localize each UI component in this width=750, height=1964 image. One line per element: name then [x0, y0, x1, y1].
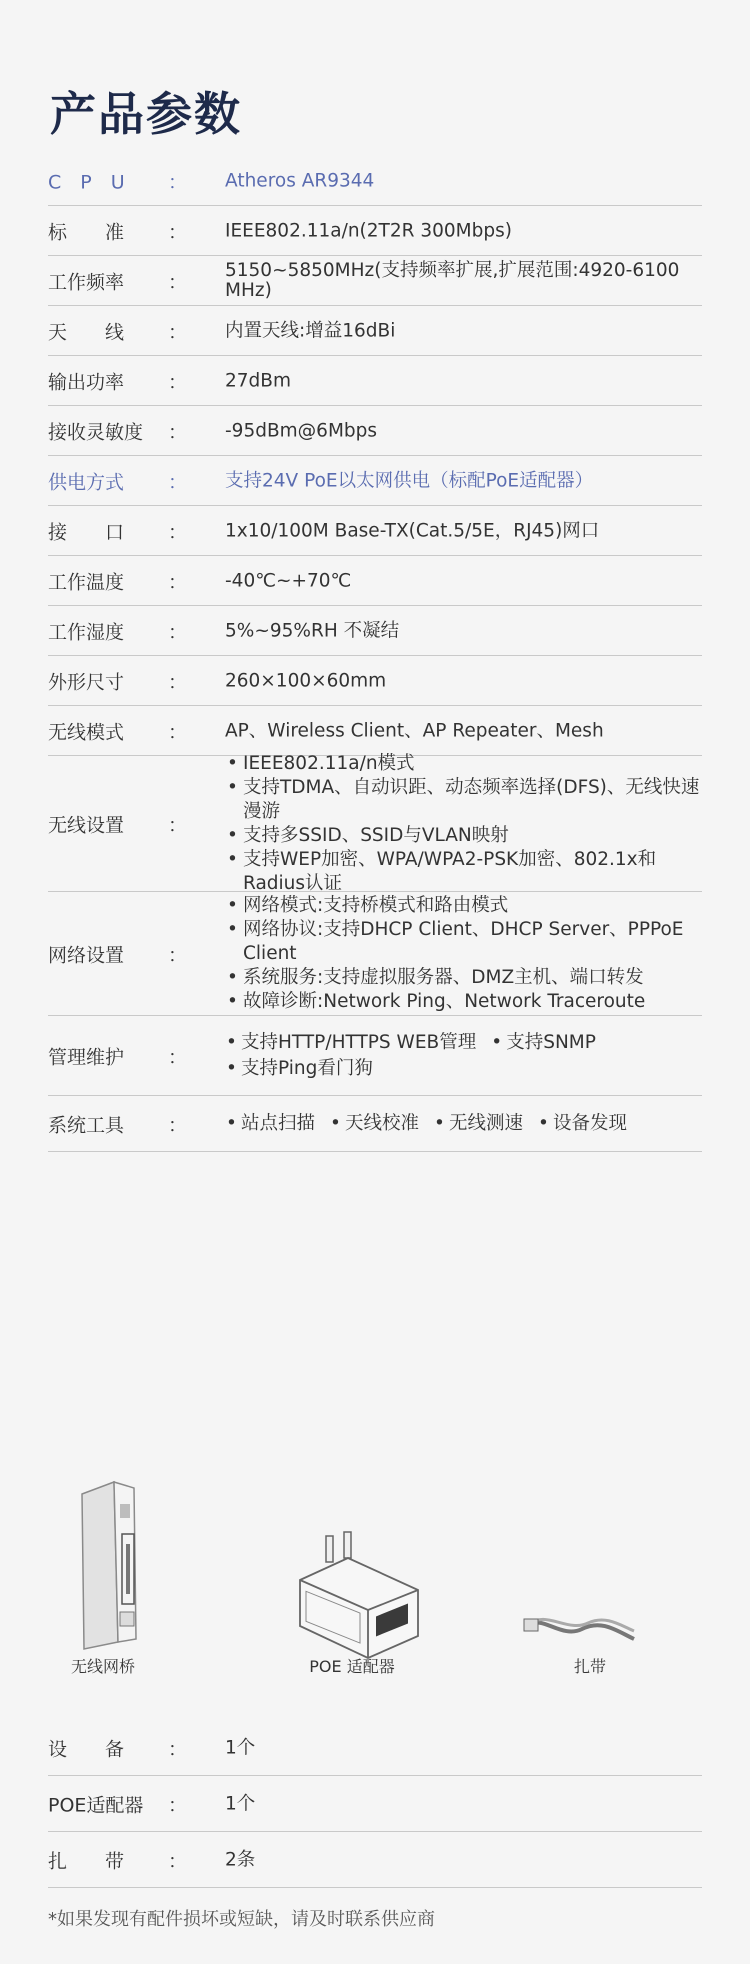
footnote: *如果发现有配件损坏或短缺，请及时联系供应商	[48, 1909, 435, 1930]
spec-label: 输出功率	[48, 371, 125, 393]
package-colon: ：	[168, 1739, 188, 1760]
spec-colon: ：	[168, 372, 188, 393]
spec-value	[225, 752, 702, 896]
product-caption: 扎带	[573, 1657, 607, 1676]
spec-value: Atheros AR9344	[225, 170, 375, 191]
list-item: • 支持TDMA、自动识距、动态频率选择(DFS)、无线快速漫游	[225, 776, 702, 824]
package-value: 1个	[225, 1793, 256, 1814]
list-item: • 支持WEP加密、WPA/WPA2-PSK加密、802.1x和Radius认证	[225, 848, 702, 896]
wireless-bridge-icon	[62, 1464, 182, 1664]
list-item: • 网络模式:支持桥模式和路由模式	[225, 894, 702, 918]
spec-colon: ：	[168, 722, 188, 743]
spec-row-management	[48, 1016, 702, 1096]
list-item: • 系统服务:支持虚拟服务器、DMZ主机、端口转发	[225, 966, 702, 990]
spec-colon: ：	[168, 815, 188, 836]
package-row-device	[48, 1720, 702, 1776]
list-item: • 网络协议:支持DHCP Client、DHCP Server、PPPoE Client	[225, 918, 702, 966]
spec-label: 系统工具	[48, 1114, 125, 1136]
spec-label: C P U	[48, 171, 125, 193]
spec-label: 天 线	[48, 321, 125, 343]
list-item: • 无线测速	[433, 1111, 523, 1137]
spec-value: -40℃~+70℃	[225, 570, 352, 591]
spec-table	[48, 156, 702, 1152]
spec-row-system-tools	[48, 1096, 702, 1152]
spec-row-frequency	[48, 256, 702, 306]
spec-colon: ：	[168, 422, 188, 443]
spec-label: 无线设置	[48, 814, 125, 836]
list-item: • 支持多SSID、SSID与VLAN映射	[225, 824, 702, 848]
cable-tie-icon	[522, 1595, 652, 1655]
spec-colon: ：	[168, 272, 188, 293]
spec-label: 外形尺寸	[48, 671, 125, 693]
spec-label: 供电方式	[48, 471, 125, 493]
package-row-poe-adapter	[48, 1776, 702, 1832]
spec-label: 标 准	[48, 221, 125, 243]
spec-value: 支持24V PoE以太网供电（标配PoE适配器）	[225, 470, 594, 491]
spec-label: 管理维护	[48, 1046, 125, 1068]
page-title: 产品参数	[50, 87, 242, 141]
spec-row-power-supply	[48, 456, 702, 506]
spec-row-interface	[48, 506, 702, 556]
spec-label: 工作温度	[48, 571, 125, 593]
spec-colon: ：	[168, 672, 188, 693]
spec-row-wireless-settings	[48, 752, 702, 894]
list-item: • 故障诊断:Network Ping、Network Traceroute	[225, 990, 702, 1014]
spec-value: 260×100×60mm	[225, 670, 387, 691]
spec-label: 工作湿度	[48, 621, 125, 643]
spec-row-standard	[48, 206, 702, 256]
spec-value: 5150~5850MHz(支持频率扩展,扩展范围:4920-6100 MHz)	[225, 259, 680, 301]
spec-colon: ：	[168, 572, 188, 593]
spec-colon: ：	[168, 322, 188, 343]
list-item: • 设备发现	[537, 1111, 627, 1137]
package-contents-illustration	[0, 1450, 750, 1700]
spec-label: 工作频率	[48, 271, 125, 293]
package-value: 1个	[225, 1737, 256, 1758]
spec-colon: ：	[168, 222, 188, 243]
spec-row-antenna	[48, 306, 702, 356]
spec-value	[225, 1111, 702, 1137]
package-label: POE适配器	[48, 1794, 144, 1816]
spec-label: 接 口	[48, 521, 125, 543]
spec-row-humidity	[48, 606, 702, 656]
spec-value: 内置天线:增益16dBi	[225, 320, 396, 341]
list-item: • 支持Ping看门狗	[225, 1056, 373, 1082]
spec-colon: ：	[168, 1047, 188, 1068]
list-item: • 天线校准	[329, 1111, 419, 1137]
package-value: 2条	[225, 1849, 256, 1870]
spec-colon: ：	[168, 945, 188, 966]
spec-value: IEEE802.11a/n(2T2R 300Mbps)	[225, 220, 512, 241]
list-item: • IEEE802.11a/n模式	[225, 752, 702, 776]
spec-value	[225, 894, 702, 1014]
poe-adapter-icon	[288, 1518, 438, 1668]
spec-colon: ：	[168, 172, 188, 193]
spec-row-dimensions	[48, 656, 702, 706]
spec-colon: ：	[168, 472, 188, 493]
spec-label: 网络设置	[48, 944, 125, 966]
package-label: 扎 带	[48, 1850, 125, 1872]
list-item: • 站点扫描	[225, 1111, 315, 1137]
spec-row-cpu	[48, 156, 702, 206]
spec-value	[225, 1030, 702, 1082]
product-caption: 无线网桥	[70, 1657, 136, 1676]
spec-row-network-settings	[48, 892, 702, 1016]
spec-row-sensitivity	[48, 406, 702, 456]
list-item: • 支持HTTP/HTTPS WEB管理	[225, 1030, 476, 1056]
package-colon: ：	[168, 1795, 188, 1816]
spec-value: 27dBm	[225, 370, 291, 391]
spec-label: 接收灵敏度	[48, 421, 144, 443]
spec-row-wireless-mode	[48, 706, 702, 756]
spec-value: -95dBm@6Mbps	[225, 420, 378, 441]
spec-value: 5%~95%RH 不凝结	[225, 620, 400, 641]
list-item: • 支持SNMP	[490, 1030, 596, 1056]
spec-row-output-power	[48, 356, 702, 406]
spec-value: 1x10/100M Base-TX(Cat.5/5E，RJ45)网口	[225, 520, 600, 541]
spec-colon: ：	[168, 522, 188, 543]
package-list	[48, 1720, 702, 1888]
package-row-cable-tie	[48, 1832, 702, 1888]
spec-value: AP、Wireless Client、AP Repeater、Mesh	[225, 720, 604, 741]
product-caption: POE 适配器	[309, 1657, 395, 1676]
spec-colon: ：	[168, 1115, 188, 1136]
spec-label: 无线模式	[48, 721, 125, 743]
package-label: 设 备	[48, 1738, 125, 1760]
package-colon: ：	[168, 1851, 188, 1872]
spec-colon: ：	[168, 622, 188, 643]
spec-row-operating-temp	[48, 556, 702, 606]
